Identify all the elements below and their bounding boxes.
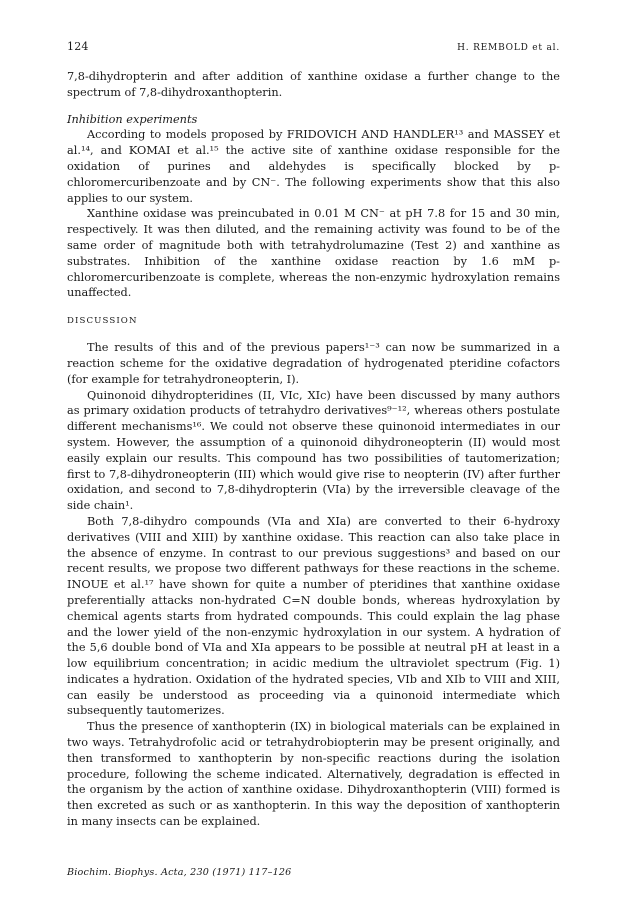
discussion-paragraph-1: The results of this and of the previous papers¹⁻³ can now be summarized in a reaction scheme for the oxidative degradation of hydrogenated pteridine cofactors (for example for tetrahydroneopterin, I). bbox=[67, 341, 560, 386]
intro-paragraph: 7,8-dihydropterin and after addition of xanthine oxidase a further change to the spectrum of 7,8-dihydroxanthopterin. bbox=[67, 70, 560, 99]
page-number: 124 bbox=[67, 40, 89, 53]
discussion-paragraph-2: Quinonoid dihydropteridines (II, VIc, XIc) have been discussed by many authors as primary oxidation products of tetrahydro derivatives⁹⁻¹², whereas others postulate different mechanisms¹⁶. We could not observe these quinonoid intermediates in our system. However, the assumption of a quinonoid dihydroneopterin (II) would most easily explain our results. This compound has two possibilities of tautomerization; first to 7,8-dihydroneopterin (III) which would give rise to neopterin (IV) after further oxidation, and second to 7,8-dihydropterin (VIa) by the irreversible cleavage of the side chain¹. bbox=[67, 388, 560, 513]
discussion-heading: DISCUSSION bbox=[67, 316, 138, 327]
page-header bbox=[67, 40, 560, 56]
inhibition-paragraph-2: Xanthine oxidase was preincubated in 0.01 M CN⁻ at pH 7.8 for 15 and 30 min, respectively. It was then diluted, and the remaining activity was found to be of the same order of magnitude both with tetrahydrolumazine (Test 2) and xanthine as substrates. Inhibition of the xanthine oxidase reaction by 1.6 mM p-chloromercuribenzoate is complete, whereas the non-enzymic hydroxylation remains unaffected. bbox=[67, 207, 560, 300]
journal-citation: Biochim. Biophys. Acta, 230 (1971) 117–126 bbox=[67, 867, 292, 878]
inhibition-title: Inhibition experiments bbox=[67, 112, 198, 126]
discussion-paragraph-3: Both 7,8-dihydro compounds (VIa and XIa) are converted to their 6-hydroxy derivatives (VIII and XIII) by xanthine oxidase. This reaction can also take place in the absence of enzyme. In contrast to our previous suggestions³ and based on our recent results, we propose two different pathways for these reactions in the scheme. INOUE et al.¹⁷ have shown for quite a number of pteridines that xanthine oxidase preferentially attacks non-hydrated C=N double bonds, whereas hydroxylation by chemical agents starts from hydrated compounds. This could explain the lag phase and the lower yield of the non-enzymic hydroxylation in our system. A hydration of the 5,6 double bond of VIa and XIa appears to be possible at neutral pH at least in a low equilibrium concentration; in acidic medium the ultraviolet spectrum (Fig. 1) indicates a hydration. Oxidation of the hydrated species, VIb and XIb to VIII and XIII, can easily be understood as proceeding via a quinonoid intermediate which subsequently tautomerizes. bbox=[67, 514, 560, 718]
running-head: H. REMBOLD et al. bbox=[457, 43, 560, 53]
inhibition-paragraph-1: According to models proposed by FRIDOVICH AND HANDLER¹³ and MASSEY et al.¹⁴, and KOMAI et al.¹⁵ the active site of xanthine oxidase responsible for the oxidation of purines and aldehydes is specifically blocked by p-chloromercuribenzoate and by CN⁻. The following experiments show that this also applies to our system. bbox=[67, 128, 560, 205]
discussion-paragraph-4: Thus the presence of xanthopterin (IX) in biological materials can be explained in two ways. Tetrahydrofolic acid or tetrahydrobiopterin may be present originally, and then transformed to xanthopterin by non-specific reactions during the isolation procedure, following the scheme indicated. Alternatively, degradation is effected in the organism by the action of xanthine oxidase. Dihydroxanthopterin (VIII) formed is then excreted as such or as xanthopterin. In this way the deposition of xanthopterin in many insects can be explained. bbox=[67, 720, 560, 829]
